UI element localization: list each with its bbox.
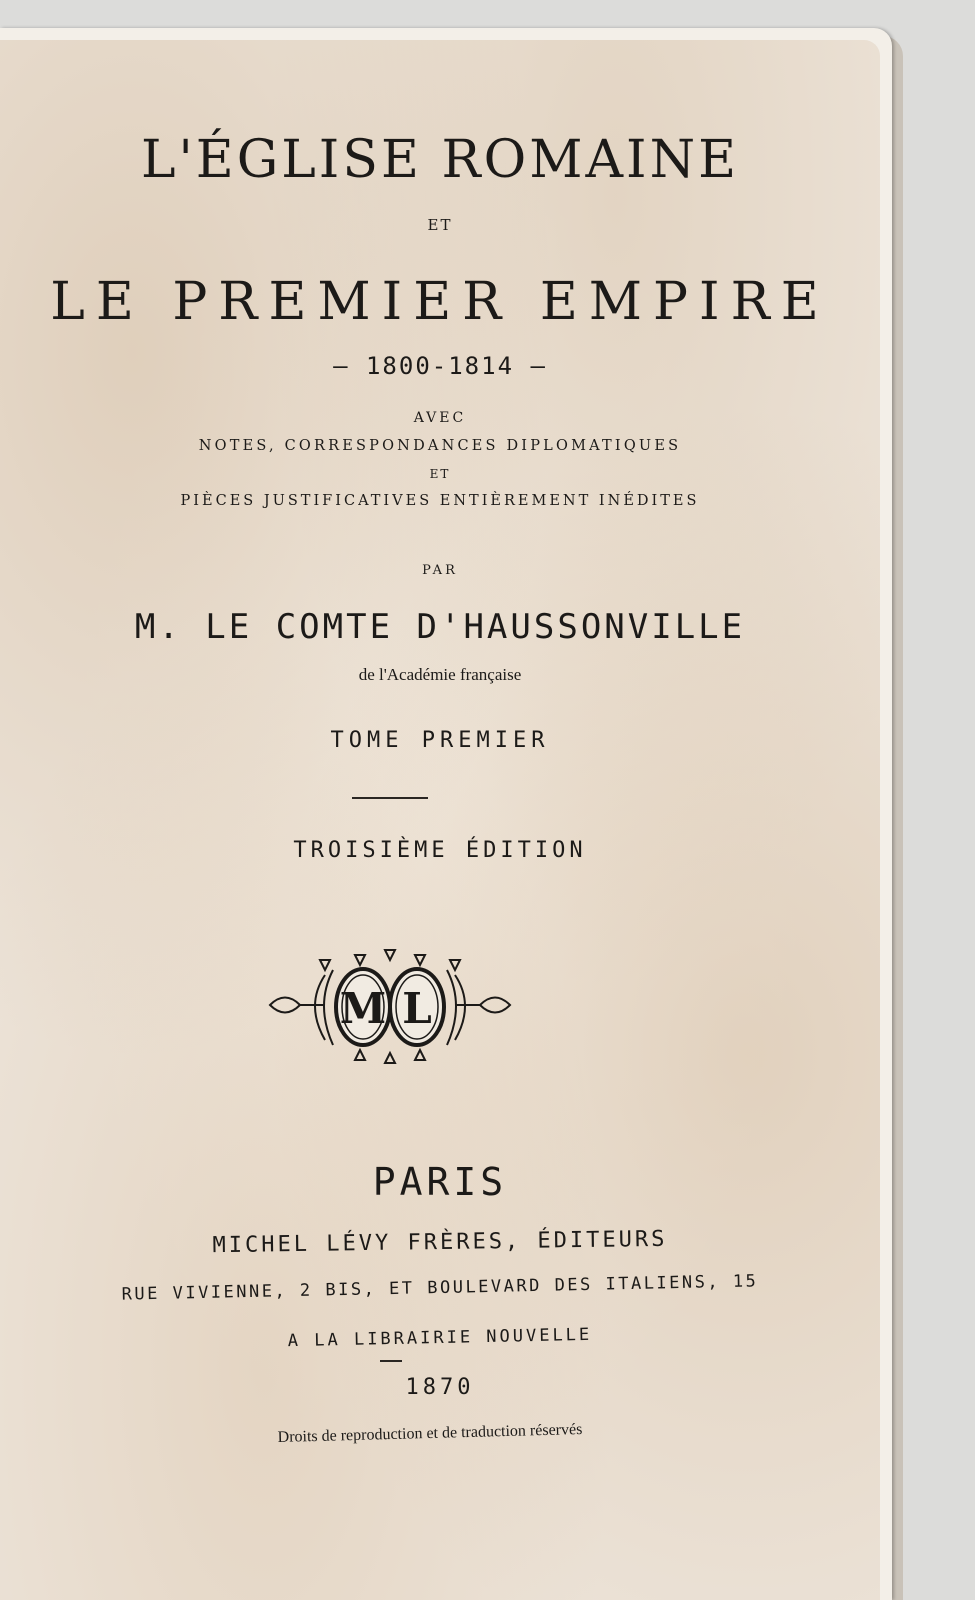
imprint-bookshop: A LA LIBRAIRIE NOUVELLE [287, 1324, 593, 1352]
edition-label: TROISIÈME ÉDITION [293, 838, 587, 863]
dates: — 1800-1814 — [333, 352, 547, 380]
publisher-mark-letter-m: M [339, 984, 387, 1033]
subtitle-notes: NOTES, CORRESPONDANCES DIPLOMATIQUES [198, 438, 682, 454]
par-label: PAR [422, 563, 458, 578]
volume-label: TOME PREMIER [330, 728, 550, 753]
rights-notice: Droits de reproduction et de traduction réservés [277, 1421, 583, 1446]
subtitle-avec: AVEC [413, 410, 467, 426]
imprint-year: 1870 [405, 1375, 475, 1400]
imprint-address: RUE VIVIENNE, 2 BIS, ET BOULEVARD DES ITALIENS, 15 [121, 1271, 759, 1305]
author-affiliation: de l'Académie française [358, 665, 522, 684]
publisher-mark-letter-l: L [402, 984, 432, 1033]
title-line-1: L'ÉGLISE ROMAINE [140, 130, 740, 190]
subtitle-pieces: PIÈCES JUSTIFICATIVES ENTIÈREMENT INÉDITES [180, 493, 700, 509]
short-rule [380, 1360, 402, 1362]
imprint-city: PARIS [372, 1160, 508, 1204]
conjunction-1: ET [427, 216, 453, 234]
divider-rule [352, 797, 428, 799]
imprint-publisher: MICHEL LÉVY FRÈRES, ÉDITEURS [212, 1226, 668, 1259]
title-line-2: LE PREMIER EMPIRE [50, 272, 830, 332]
subtitle-et: ET [429, 467, 451, 481]
publisher-mark-icon [265, 945, 515, 1065]
author-name: M. LE COMTE D'HAUSSONVILLE [134, 607, 746, 647]
title-page [0, 40, 880, 1600]
